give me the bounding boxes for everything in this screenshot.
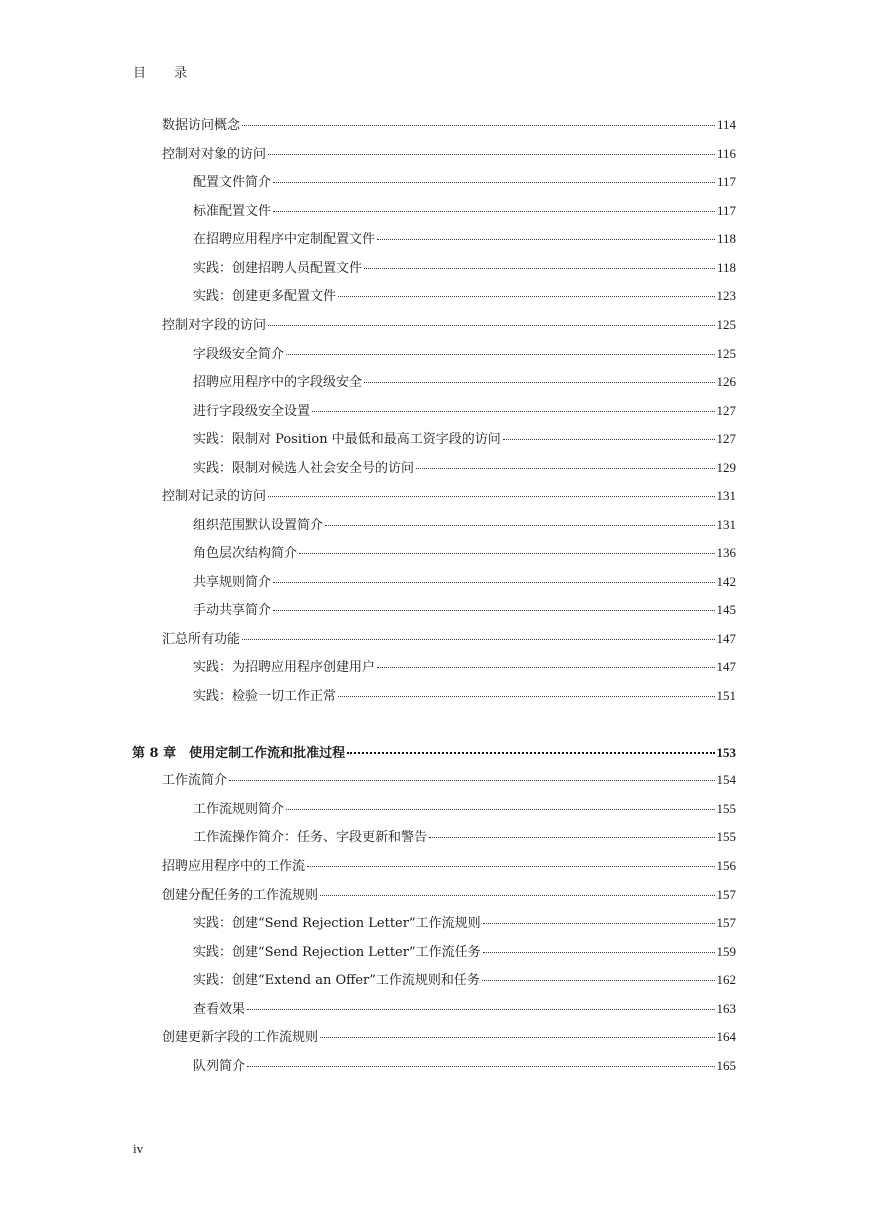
toc-entry-title: 在招聘应用程序中定制配置文件	[193, 232, 376, 247]
toc-entry[interactable]	[193, 343, 736, 363]
toc-entry-page: 147	[716, 659, 736, 674]
toc-entry-title: 控制对字段的访问	[162, 318, 267, 333]
toc-leader	[242, 111, 715, 126]
toc-entry-page: 114	[716, 117, 736, 132]
toc-entry-page: 156	[716, 858, 736, 873]
toc-entry-page: 147	[716, 631, 736, 646]
toc-leader	[503, 425, 715, 440]
toc-entry[interactable]	[193, 285, 736, 305]
toc-entry-title: 创建分配任务的工作流规则	[162, 888, 319, 903]
toc-entry-title: 队列简介	[193, 1059, 246, 1074]
toc-entry[interactable]	[193, 599, 736, 619]
toc-entry[interactable]	[162, 485, 736, 505]
toc-entry-page: 117	[716, 203, 736, 218]
toc-entry-title: 创建更新字段的工作流规则	[162, 1030, 319, 1045]
toc-entry[interactable]	[193, 912, 736, 932]
toc-entry-page: 155	[716, 829, 736, 844]
toc-leader	[320, 1023, 714, 1038]
toc-entry-page: 116	[716, 146, 736, 161]
toc-entry-title: 标准配置文件	[193, 204, 272, 219]
toc-entry-title: 实践：创建招聘人员配置文件	[193, 261, 363, 276]
toc-entry[interactable]	[193, 400, 736, 420]
page-header-title: 目 录	[133, 66, 200, 81]
toc-chapter-title: 第 8 章 使用定制工作流和批准过程	[132, 746, 346, 761]
toc-leader	[483, 938, 715, 953]
toc-chapter-page: 153	[716, 745, 736, 760]
toc-entry[interactable]	[193, 998, 736, 1018]
toc-leader	[268, 482, 714, 497]
toc-leader	[347, 738, 714, 754]
page-number: iv	[133, 1141, 144, 1156]
toc-entry[interactable]	[193, 371, 736, 391]
toc-entry[interactable]	[193, 826, 736, 846]
toc-entry[interactable]	[162, 143, 736, 163]
toc-leader	[247, 1052, 714, 1067]
toc-entry-title: 字段级安全简介	[193, 347, 285, 362]
toc-leader	[483, 909, 715, 924]
toc-entry-title: 控制对记录的访问	[162, 489, 267, 504]
toc-entry-page: 155	[716, 801, 736, 816]
toc-entry-title: 实践：为招聘应用程序创建用户	[193, 660, 376, 675]
toc-entry-page: 126	[716, 374, 736, 389]
toc-entry-page: 117	[716, 174, 736, 189]
toc-entry[interactable]	[162, 769, 736, 789]
toc-leader	[229, 766, 714, 781]
toc-entry-title: 数据访问概念	[162, 118, 241, 133]
toc-entry-page: 131	[716, 517, 736, 532]
toc-entry-page: 163	[716, 1001, 736, 1016]
toc-entry-page: 159	[716, 944, 736, 959]
toc-entry-title: 共享规则简介	[193, 575, 272, 590]
toc-leader	[364, 368, 714, 383]
toc-entry-title: 控制对对象的访问	[162, 147, 267, 162]
toc-leader	[482, 966, 715, 981]
toc-leader	[312, 397, 714, 412]
toc-entry[interactable]	[193, 656, 736, 676]
toc-leader	[273, 596, 714, 611]
toc-leader	[320, 881, 714, 896]
toc-entry-page: 157	[716, 915, 736, 930]
toc-entry[interactable]	[162, 855, 736, 875]
toc-entry-title: 配置文件简介	[193, 175, 272, 190]
toc-entry[interactable]	[193, 1055, 736, 1075]
toc-entry-page: 136	[716, 545, 736, 560]
toc-entry[interactable]	[162, 1026, 736, 1046]
toc-leader	[273, 168, 715, 183]
toc-entry-page: 164	[716, 1029, 736, 1044]
toc-leader	[268, 140, 715, 155]
toc-leader	[325, 511, 714, 526]
toc-entry-title: 进行字段级安全设置	[193, 404, 311, 419]
toc-entry[interactable]	[193, 514, 736, 534]
toc-leader	[242, 625, 714, 640]
toc-entry-title: 实践：创建“Send Rejection Letter”工作流规则	[193, 916, 481, 931]
toc-entry[interactable]	[193, 228, 736, 248]
toc-entry-page: 162	[716, 972, 736, 987]
toc-entry-title: 组织范围默认设置简介	[193, 518, 324, 533]
toc-entry-page: 118	[716, 231, 736, 246]
toc-entry-title: 手动共享简介	[193, 603, 272, 618]
toc-entry[interactable]	[162, 884, 736, 904]
toc-entry-page: 127	[716, 403, 736, 418]
toc-leader	[273, 568, 714, 583]
toc-entry-title: 实践：限制对候选人社会安全号的访问	[193, 461, 415, 476]
toc-entry[interactable]	[162, 314, 736, 334]
toc-entry-title: 招聘应用程序中的字段级安全	[193, 375, 363, 390]
toc-entry-page: 142	[716, 574, 736, 589]
toc-entry[interactable]	[193, 685, 736, 705]
toc-entry[interactable]	[193, 428, 736, 448]
toc-leader	[286, 795, 714, 810]
toc-entry[interactable]	[193, 941, 736, 961]
toc-entry-title: 实践：创建“Send Rejection Letter”工作流任务	[193, 945, 481, 960]
toc-entry[interactable]	[162, 114, 736, 134]
toc-entry-page: 154	[716, 772, 736, 787]
toc-entry-title: 工作流操作简介：任务、字段更新和警告	[193, 830, 428, 845]
toc-leader	[377, 225, 715, 240]
toc-entry[interactable]	[193, 969, 736, 989]
toc-entry-title: 实践：限制对 Position 中最低和最高工资字段的访问	[193, 432, 501, 447]
toc-leader	[429, 823, 714, 838]
toc-leader	[416, 454, 714, 469]
toc-leader	[377, 653, 714, 668]
toc-entry-page: 131	[716, 488, 736, 503]
toc-leader	[268, 311, 714, 326]
toc-entry-page: 165	[716, 1058, 736, 1073]
toc-entry-title: 实践：创建“Extend an Offer”工作流规则和任务	[193, 973, 480, 988]
toc-entry-title: 招聘应用程序中的工作流	[162, 859, 306, 874]
toc-entry-page: 118	[716, 260, 736, 275]
toc-entry-title: 实践：创建更多配置文件	[193, 289, 337, 304]
toc-leader	[307, 852, 714, 867]
toc-entry[interactable]	[193, 200, 736, 220]
toc-chapter-entry[interactable]	[132, 741, 736, 761]
toc-entry-title: 角色层次结构简介	[193, 546, 298, 561]
toc-leader	[299, 539, 714, 554]
toc-entry-page: 123	[716, 288, 736, 303]
toc-entry-title: 工作流简介	[162, 773, 228, 788]
toc-leader	[338, 282, 714, 297]
toc-entry[interactable]	[193, 457, 736, 477]
toc-entry[interactable]	[193, 571, 736, 591]
toc-entry[interactable]	[193, 542, 736, 562]
toc-entry-page: 127	[716, 431, 736, 446]
toc-entry[interactable]	[162, 628, 736, 648]
toc-leader	[364, 254, 715, 269]
toc-entry-page: 151	[716, 688, 736, 703]
toc-entry[interactable]	[193, 798, 736, 818]
toc-entry-page: 125	[716, 346, 736, 361]
toc-leader	[286, 340, 714, 355]
toc-entry-page: 145	[716, 602, 736, 617]
toc-leader	[247, 995, 714, 1010]
toc-leader	[273, 197, 715, 212]
toc-entry-title: 汇总所有功能	[162, 632, 241, 647]
toc-entry[interactable]	[193, 171, 736, 191]
toc-entry-page: 125	[716, 317, 736, 332]
toc-entry-title: 查看效果	[193, 1002, 246, 1017]
toc-entry-page: 157	[716, 887, 736, 902]
toc-entry[interactable]	[193, 257, 736, 277]
toc-entry-title: 实践：检验一切工作正常	[193, 689, 337, 704]
toc-entry-title: 工作流规则简介	[193, 802, 285, 817]
toc-leader	[338, 682, 714, 697]
toc-entry-page: 129	[716, 460, 736, 475]
